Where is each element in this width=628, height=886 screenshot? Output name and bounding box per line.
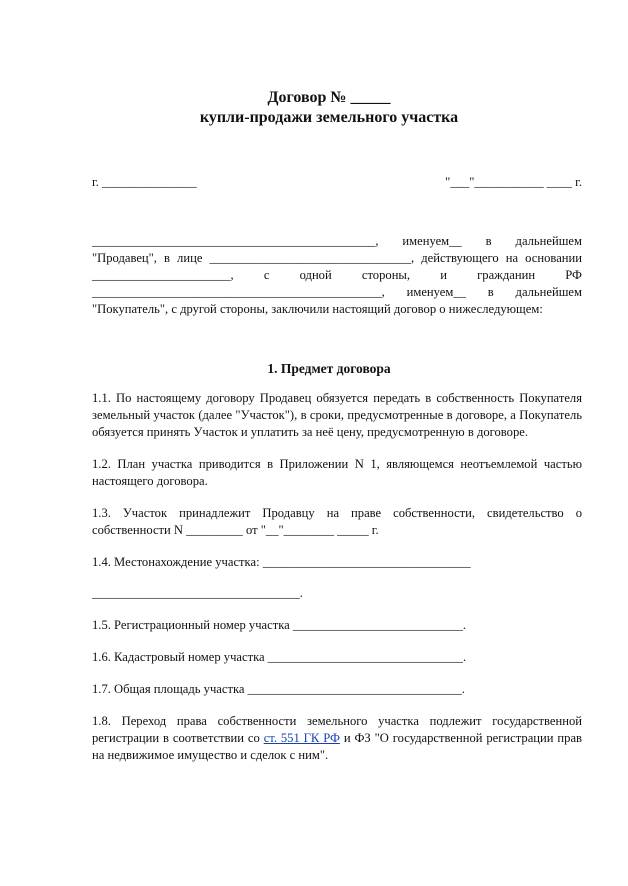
clause-1-8-line-3: на недвижимое имущество и сделок с ним". [92, 748, 329, 762]
clause-1-1-line-2: земельный участок (далее "Участок"), в сроки, предусмотренные в договоре, а Покупатель [92, 408, 582, 422]
parties-line-4: ______________________________________________, именуем__ в дальнейшем [92, 285, 582, 299]
clause-1-4-line-2: _________________________________. [92, 586, 303, 600]
parties-line-3: ______________________, с одной стороны, и гражданин РФ [92, 268, 582, 282]
clause-1-1-line-1: 1.1. По настоящему договору Продавец обязуется передать в собственность Покупателя [92, 391, 582, 405]
clause-1-1-line-3: обязуется принять Участок и уплатить за неё цену, предусмотренную в договоре. [92, 425, 529, 439]
clause-1-6: 1.6. Кадастровый номер участка _______________________________. [92, 650, 467, 664]
parties-line-2: "Продавец", в лице ________________________________, действующего на основании [92, 251, 582, 265]
section-title: 1. Предмет договора [267, 361, 391, 376]
contract-title: Договор № _____ [267, 89, 391, 106]
parties-line-1: _____________________________________________, именуем__ в дальнейшем [92, 234, 582, 248]
clause-1-2-line-2: настоящего договора. [92, 474, 208, 488]
civil-code-article-link[interactable]: ст. 551 ГК РФ [263, 731, 340, 745]
clause-1-4-line-1: 1.4. Местонахождение участка: _________________________________ [92, 555, 471, 569]
clause-1-2-line-1: 1.2. План участка приводится в Приложении N 1, являющемся неотъемлемой частью [92, 457, 582, 471]
contract-subtitle: купли-продажи земельного участка [199, 109, 459, 126]
city-field: г. _______________ [92, 175, 197, 189]
date-field: "___"___________ ____ г. [445, 175, 582, 189]
clause-1-8-text-before-link: регистрации в соответствии со [92, 731, 264, 745]
clause-1-8-text-after-link: и ФЗ "О государственной регистрации прав [339, 731, 582, 745]
clause-1-3-line-2: собственности N _________ от "__"________ _____ г. [92, 523, 379, 537]
clause-1-5: 1.5. Регистрационный номер участка ___________________________. [92, 618, 467, 632]
clause-1-7: 1.7. Общая площадь участка __________________________________. [92, 682, 465, 696]
clause-1-3-line-1: 1.3. Участок принадлежит Продавцу на праве собственности, свидетельство о [92, 506, 582, 520]
clause-1-8-line-2 [92, 730, 582, 747]
parties-line-5: "Покупатель", с другой стороны, заключили настоящий договор о нижеследующем: [92, 302, 543, 316]
clause-1-8-line-1: 1.8. Переход права собственности земельного участка подлежит государственной [92, 714, 582, 728]
